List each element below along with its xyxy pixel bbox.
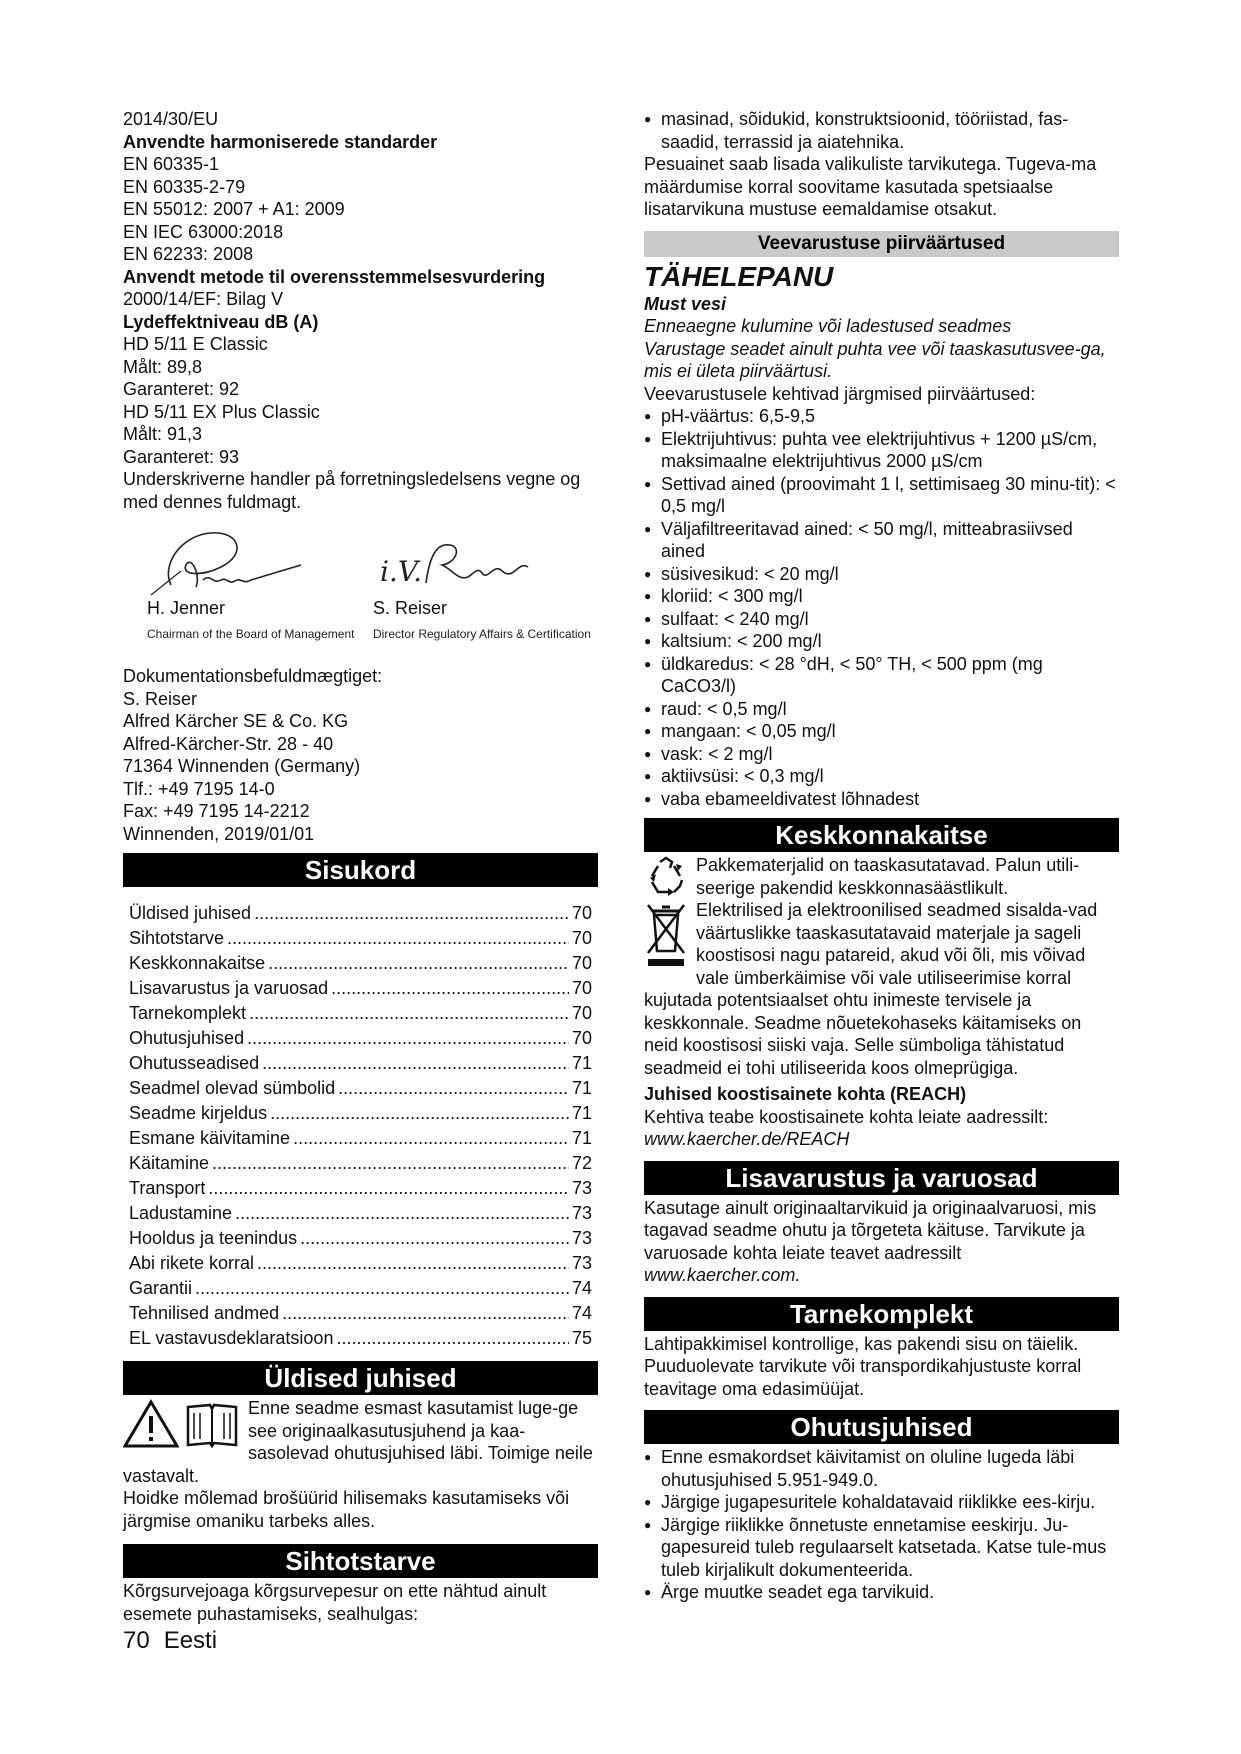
delivery-text: Lahtipakkimisel kontrollige, kas pakendi sisu on täielik. Puuduolevate tarvikute või transpordikahjustuste korral teavitage oma edasimüüjat. xyxy=(644,1333,1082,1399)
general-keep: Hoidke mõlemad brošüürid hilisemaks kasutamiseks või järgmise omaniku tarbeks alles. xyxy=(123,1488,570,1531)
general-intro-block xyxy=(123,1397,598,1487)
standards-heading: Anvendte harmoniserede standarder xyxy=(123,131,438,152)
toc-leader-dots xyxy=(247,1027,569,1050)
toc-entry-title: Seadmel olevad sümbolid xyxy=(129,1077,336,1098)
toc-leader-dots xyxy=(282,1302,569,1325)
toc-leader-dots xyxy=(235,1202,569,1225)
model-guaranteed: Garanteret: 92 xyxy=(123,379,240,399)
toc-entry-title: Seadme kirjeldus xyxy=(129,1102,268,1123)
water-limit-item: ● raud: < 0,5 mg/l xyxy=(644,698,1119,721)
signature-area xyxy=(123,525,598,645)
water-limit-item: ● pH-väärtus: 6,5-9,5 xyxy=(644,405,1119,428)
toc-entry-page: 73 xyxy=(571,1177,592,1198)
purpose-text: Kõrgsurvejoaga kõrgsurvepesur on ette nähtud ainult esemete puhastamiseks, sealhulgas: xyxy=(123,1581,547,1624)
toc-entry-title: Transport xyxy=(129,1177,206,1198)
toc-entry-title: Hooldus ja teenindus xyxy=(129,1227,298,1248)
general-heading: Üldised juhised xyxy=(123,1361,598,1395)
safety-item: ● Järgige jugapesuritele kohaldatavaid riiklikke ees-kirju. xyxy=(644,1491,1119,1514)
toc-entry-page: 70 xyxy=(571,1002,592,1023)
warning-title: TÄHELEPANU xyxy=(644,260,834,292)
toc-leader-dots xyxy=(249,1002,569,1025)
standard-item: EN IEC 63000:2018 xyxy=(123,221,284,242)
standard-item: EN 62233: 2008 xyxy=(123,244,254,264)
footer-language: Eesti xyxy=(163,1627,218,1654)
packaging-block xyxy=(644,854,1119,899)
water-limit-item: ● vaba ebameeldivatest lõhnadest xyxy=(644,788,1119,811)
toc-entry[interactable] xyxy=(129,899,592,924)
toc-entry[interactable] xyxy=(129,1024,592,1049)
toc-entry-title: Tehnilised andmed xyxy=(129,1302,280,1323)
left-column xyxy=(123,108,598,1625)
toc-entry-title: Lisavarustus ja varuosad xyxy=(129,977,329,998)
toc-entry-title: Keskkonnakaitse xyxy=(129,952,266,973)
signatory-title: Chairman of the Board of Management xyxy=(147,627,355,641)
method-value: 2000/14/EF: Bilag V xyxy=(123,289,284,309)
contact-line: Winnenden, 2019/01/01 xyxy=(123,823,315,844)
warning-line: Varustage seadet ainult puhta vee või taaskasutusvee-ga, mis ei ületa piirväärtusi. xyxy=(644,338,1106,381)
water-limit-item: ● Settivad ained (proovimaht 1 l, settimisaeg 30 minu-tit): < 0,5 mg/l xyxy=(644,473,1119,518)
toc-entry-page: 70 xyxy=(571,902,592,923)
contact-line: Alfred-Kärcher-Str. 28 - 40 xyxy=(123,733,334,754)
toc-entry[interactable] xyxy=(129,1324,592,1349)
toc-leader-dots xyxy=(270,1102,569,1125)
toc-heading: Sisukord xyxy=(123,853,598,887)
signatory-name: H. Jenner xyxy=(147,598,226,618)
toc-leader-dots xyxy=(257,1252,569,1275)
reiser-signature-icon xyxy=(378,533,538,593)
directive: 2014/30/EU xyxy=(123,109,219,129)
toc-entry[interactable] xyxy=(129,1199,592,1224)
toc-entry-page: 70 xyxy=(571,1027,592,1048)
toc-entry-page: 73 xyxy=(571,1252,592,1273)
toc-entry[interactable] xyxy=(129,974,592,999)
page-footer xyxy=(123,1627,231,1654)
standard-item: EN 55012: 2007 + A1: 2009 xyxy=(123,199,345,219)
toc-entry-title: Ladustamine xyxy=(129,1202,233,1223)
toc-entry-page: 75 xyxy=(571,1327,592,1348)
water-limit-item: ● kloriid: < 300 mg/l xyxy=(644,585,1119,608)
contact-line: Fax: +49 7195 14-2212 xyxy=(123,801,310,821)
toc-entry[interactable] xyxy=(129,1149,592,1174)
toc-entry[interactable] xyxy=(129,1249,592,1274)
toc-leader-dots xyxy=(195,1277,569,1300)
water-limit-item: ● vask: < 2 mg/l xyxy=(644,743,1119,766)
safety-item: ● Enne esmakordset käivitamist on oluline lugeda läbi ohutusjuhised 5.951-949.0. xyxy=(644,1446,1119,1491)
toc-entry-page: 70 xyxy=(571,952,592,973)
toc-entry[interactable] xyxy=(129,1074,592,1099)
toc-entry[interactable] xyxy=(129,949,592,974)
reiser-signature-prefix: i.V. xyxy=(380,555,423,588)
toc-leader-dots xyxy=(254,902,569,925)
recycling-icon xyxy=(644,856,688,898)
reach-heading: Juhised koostisainete kohta (REACH) xyxy=(644,1084,967,1104)
signing-note: Underskriverne handler på forretningsledelsens vegne og med dennes fuldmagt. xyxy=(123,469,581,512)
contact-line: Dokumentationsbefuldmægtiget: xyxy=(123,666,383,686)
toc-entry[interactable] xyxy=(129,1224,592,1249)
electrical-block xyxy=(644,899,1119,1079)
toc-entry-page: 73 xyxy=(571,1227,592,1248)
packaging-text: Pakkematerjalid on taaskasutatavad. Palun utili-seerige pakendid keskkonnasäästlikult. xyxy=(696,855,1080,898)
water-limit-item: ● sulfaat: < 240 mg/l xyxy=(644,608,1119,631)
toc-entry[interactable] xyxy=(129,1299,592,1324)
right-column xyxy=(644,108,1119,1604)
water-limit-item: ● üldkaredus: < 28 °dH, < 50° TH, < 500 ppm (mg CaCO3/l) xyxy=(644,653,1119,698)
water-limits xyxy=(644,405,1119,810)
toc-entry-title: Sihtotstarve xyxy=(129,927,225,948)
toc-entry-title: Ohutusseadised xyxy=(129,1052,260,1073)
water-intro: Veevarustusele kehtivad järgmised piirväärtused: xyxy=(644,383,1036,404)
water-limit-item: ● Elektrijuhtivus: puhta vee elektrijuhtivus + 1200 µS/cm, maksimaalne elektrijuhtivus 2000 µS/cm xyxy=(644,428,1119,473)
toc-entry[interactable] xyxy=(129,924,592,949)
toc-entry[interactable] xyxy=(129,1099,592,1124)
toc-entry-title: Tarnekomplekt xyxy=(129,1002,247,1023)
sound-heading: Lydeffektniveau dB (A) xyxy=(123,311,319,332)
water-limit-item: ● Väljafiltreeritavad ained: < 50 mg/l, mitteabrasiivsed ained xyxy=(644,518,1119,563)
toc-entry-page: 71 xyxy=(571,1077,592,1098)
toc-leader-dots xyxy=(208,1177,569,1200)
warning-line: Enneaegne kulumine või ladestused seadmes xyxy=(644,316,1012,336)
toc-entry[interactable] xyxy=(129,1274,592,1299)
model-guaranteed: Garanteret: 93 xyxy=(123,446,240,467)
water-limit-item: ● aktiivsüsi: < 0,3 mg/l xyxy=(644,765,1119,788)
safety-item: ● Ärge muutke seadet ega tarvikuid. xyxy=(644,1581,1119,1604)
delivery-heading: Tarnekomplekt xyxy=(644,1297,1119,1331)
toc-entry[interactable] xyxy=(129,1049,592,1074)
model-name: HD 5/11 EX Plus Classic xyxy=(123,401,320,422)
contact-line: S. Reiser xyxy=(123,688,198,709)
toc-entry-page: 71 xyxy=(571,1052,592,1073)
toc-entry-title: Abi rikete korral xyxy=(129,1252,255,1273)
jenner-signature-icon xyxy=(141,525,321,605)
electrical-text: Elektrilised ja elektroonilised seadmed sisalda-vad väärtuslikke taaskasutatavaid materjale ja sageli koostisosi nagu patareid, akud või õli, mis võivad vale ümberkäimise või vale utiliseerimise korral kujutada potentsiaalset ohtu inimeste tervisele ja keskkonnale. Seadme nõuetekohaseks käitamiseks on neid koostisosi siiski vaja. Selle sümboliga tähistatud seadmeid ei tohi utiliseerida koos olmeprügiga. xyxy=(644,900,1098,1078)
warning-subtitle: Must vesi xyxy=(644,293,727,314)
water-heading: Veevarustuse piirväärtused xyxy=(644,231,1119,257)
toc-entry-page: 71 xyxy=(571,1102,592,1123)
warning-triangle-icon xyxy=(123,1399,179,1449)
reach-text: Kehtiva teabe koostisainete kohta leiate aadressilt: xyxy=(644,1106,1049,1127)
detergent-text: Pesuainet saab lisada valikuliste tarvikutega. Tugeva-ma määrdumise korral soovitame kasutada spetsiaalse lisatarvikuna mustuse eemaldamise otsakut. xyxy=(644,154,1097,219)
signatory-name: S. Reiser xyxy=(373,598,448,618)
accessories-text: Kasutage ainult originaaltarvikuid ja originaalvaruosi, mis tagavad seadme ohutu ja tõrgeteta käituse. Tarvikute ja varuosade kohta leiate teavet aadressilt xyxy=(644,1197,1097,1263)
accessories-url[interactable]: www.kaercher.com. xyxy=(644,1265,801,1285)
toc-entry-title: EL vastavusdeklaratsioon xyxy=(129,1327,334,1348)
toc-entry-page: 74 xyxy=(571,1277,592,1298)
standard-item: EN 60335-2-79 xyxy=(123,176,246,197)
contact-line: Alfred Kärcher SE & Co. KG xyxy=(123,711,349,731)
toc-entry-page: 71 xyxy=(571,1127,592,1148)
standard-item: EN 60335-1 xyxy=(123,154,220,174)
safety-item: ● Järgige riiklikke õnnetuste ennetamise eeskirju. Ju-gapesureid tuleb regulaarselt katsetada. Katse tule-mus tuleb kirjalikult dokumenteerida. xyxy=(644,1514,1119,1582)
toc-entry-title: Esmane käivitamine xyxy=(129,1127,291,1148)
toc-leader-dots xyxy=(331,977,569,1000)
table-of-contents xyxy=(129,899,592,1349)
toc-entry-page: 73 xyxy=(571,1202,592,1223)
page-number: 70 xyxy=(123,1627,150,1654)
toc-entry[interactable] xyxy=(129,1124,592,1149)
general-intro: Enne seadme esmast kasutamist luge-ge see originaalkasutusjuhend ja kaa-sasolevad ohutusjuhised läbi. Toimige neile vastavalt. xyxy=(123,1398,593,1486)
reach-url[interactable]: www.kaercher.de/REACH xyxy=(644,1129,850,1149)
water-limit-item: ● süsivesikud: < 20 mg/l xyxy=(644,563,1119,586)
water-limit-item: ● kaltsium: < 200 mg/l xyxy=(644,630,1119,653)
toc-leader-dots xyxy=(336,1327,569,1350)
contact-line: Tlf.: +49 7195 14-0 xyxy=(123,778,275,799)
toc-entry-title: Käitamine xyxy=(129,1152,210,1173)
contact-line: 71364 Winnenden (Germany) xyxy=(123,756,361,776)
crossed-bin-icon xyxy=(644,901,688,967)
toc-leader-dots xyxy=(212,1152,569,1175)
accessories-heading: Lisavarustus ja varuosad xyxy=(644,1161,1119,1195)
purpose-heading: Sihtotstarve xyxy=(123,1544,598,1578)
model-name: HD 5/11 E Classic xyxy=(123,334,268,354)
environment-heading: Keskkonnakaitse xyxy=(644,818,1119,852)
model-measured: Målt: 91,3 xyxy=(123,424,203,444)
toc-entry[interactable] xyxy=(129,999,592,1024)
purpose-bullet: ● masinad, sõidukid, konstruktsioonid, tööriistad, fas-saadid, terrassid ja aiatehnika. xyxy=(644,108,1119,153)
toc-leader-dots xyxy=(338,1077,569,1100)
toc-leader-dots xyxy=(262,1052,569,1075)
toc-entry-page: 74 xyxy=(571,1302,592,1323)
safety-heading: Ohutusjuhised xyxy=(644,1410,1119,1444)
toc-entry[interactable] xyxy=(129,1174,592,1199)
toc-leader-dots xyxy=(227,927,569,950)
safety-list xyxy=(644,1446,1119,1604)
toc-leader-dots xyxy=(300,1227,569,1250)
method-heading: Anvendt metode til overensstemmelsesvurdering xyxy=(123,266,546,287)
toc-entry-title: Üldised juhised xyxy=(129,902,252,923)
toc-leader-dots xyxy=(293,1127,569,1150)
water-limit-item: ● mangaan: < 0,05 mg/l xyxy=(644,720,1119,743)
general-icons xyxy=(123,1399,240,1455)
signatory-title: Director Regulatory Affairs & Certification xyxy=(373,627,591,641)
toc-entry-title: Ohutusjuhised xyxy=(129,1027,245,1048)
manual-book-icon xyxy=(184,1399,240,1449)
purpose-bullets xyxy=(644,108,1119,153)
toc-entry-title: Garantii xyxy=(129,1277,193,1298)
toc-entry-page: 70 xyxy=(571,927,592,948)
toc-entry-page: 72 xyxy=(571,1152,592,1173)
model-measured: Målt: 89,8 xyxy=(123,356,203,377)
toc-leader-dots xyxy=(268,952,569,975)
toc-entry-page: 70 xyxy=(571,977,592,998)
